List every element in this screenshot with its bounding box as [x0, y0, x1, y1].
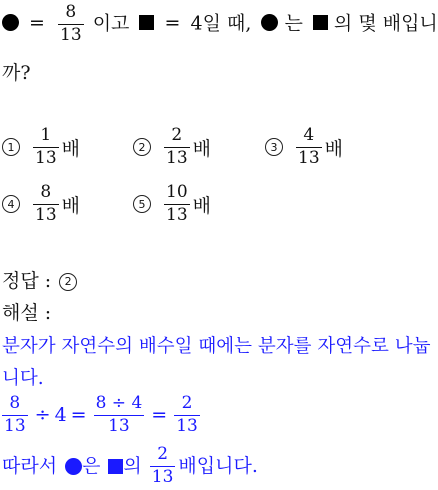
equals-sign: =	[164, 12, 181, 35]
question-text-3: 는	[284, 12, 303, 35]
explanation-line-1: 분자가 자연수의 배수일 때에는 분자를 자연수로 나눕	[2, 336, 431, 357]
explanation-line-2: 니다.	[2, 368, 44, 389]
conclusion-prefix: 따라서	[2, 454, 58, 477]
question-text-4: 의 몇 배입니	[333, 12, 438, 35]
fraction-8-13: $\frac{8}{13}$	[60, 2, 82, 46]
choice-fraction: $\frac{10}{13}$	[166, 182, 188, 226]
choice-unit: 배	[324, 137, 343, 160]
choice-fraction: $\frac{2}{13}$	[166, 125, 188, 169]
calc-fraction-3: $\frac{2}{13}$	[176, 393, 198, 437]
choice-2[interactable]	[133, 127, 211, 168]
explanation-label: 해설 :	[2, 302, 52, 324]
answer-number: 2	[59, 273, 77, 291]
choice-fraction: $\frac{1}{13}$	[35, 125, 57, 169]
choice-1[interactable]	[2, 127, 80, 168]
explanation-calculation	[2, 395, 203, 436]
conclusion-mid-1: 은	[82, 454, 101, 477]
equals-sign: =	[29, 12, 45, 35]
choice-5[interactable]	[133, 184, 211, 225]
divide-sign: ÷	[34, 403, 51, 426]
question-line-1	[2, 4, 438, 45]
black-square-icon	[139, 15, 154, 30]
calc-fraction-1: $\frac{8}{13}$	[4, 393, 26, 437]
blue-circle-icon	[65, 458, 82, 475]
choice-number: 3	[265, 138, 283, 156]
choice-number: 2	[133, 138, 151, 156]
conclusion-mid-2: 의	[123, 454, 142, 477]
choice-unit: 배	[61, 137, 80, 160]
calc-fraction-2: $\frac{8 \div 4}{13}$	[95, 393, 143, 437]
question-line-2: 까?	[2, 62, 31, 84]
choice-unit: 배	[192, 137, 211, 160]
equals-sign: =	[70, 403, 87, 426]
choice-fraction: $\frac{4}{13}$	[298, 125, 320, 169]
choice-unit: 배	[61, 194, 80, 217]
calc-divisor: 4	[54, 403, 67, 426]
choice-number: 4	[2, 195, 20, 213]
choice-4[interactable]	[2, 184, 80, 225]
question-text-2: 4일 때,	[190, 12, 252, 35]
choice-number: 5	[133, 195, 151, 213]
explanation-conclusion	[2, 446, 258, 487]
equals-sign: =	[151, 403, 168, 426]
choice-unit: 배	[192, 194, 211, 217]
choice-3[interactable]	[265, 127, 343, 168]
choice-number: 1	[2, 138, 20, 156]
question-text-1: 이고	[92, 12, 130, 35]
blue-square-icon	[108, 459, 123, 474]
conclusion-fraction: $\frac{2}{13}$	[151, 444, 174, 488]
answer-label: 정답 :	[2, 270, 52, 292]
black-circle-icon	[2, 14, 19, 31]
conclusion-suffix: 배입니다.	[178, 454, 258, 477]
black-circle-icon	[261, 14, 278, 31]
answer-line	[2, 272, 87, 291]
choice-fraction: $\frac{8}{13}$	[35, 182, 57, 226]
black-square-icon	[313, 15, 328, 30]
